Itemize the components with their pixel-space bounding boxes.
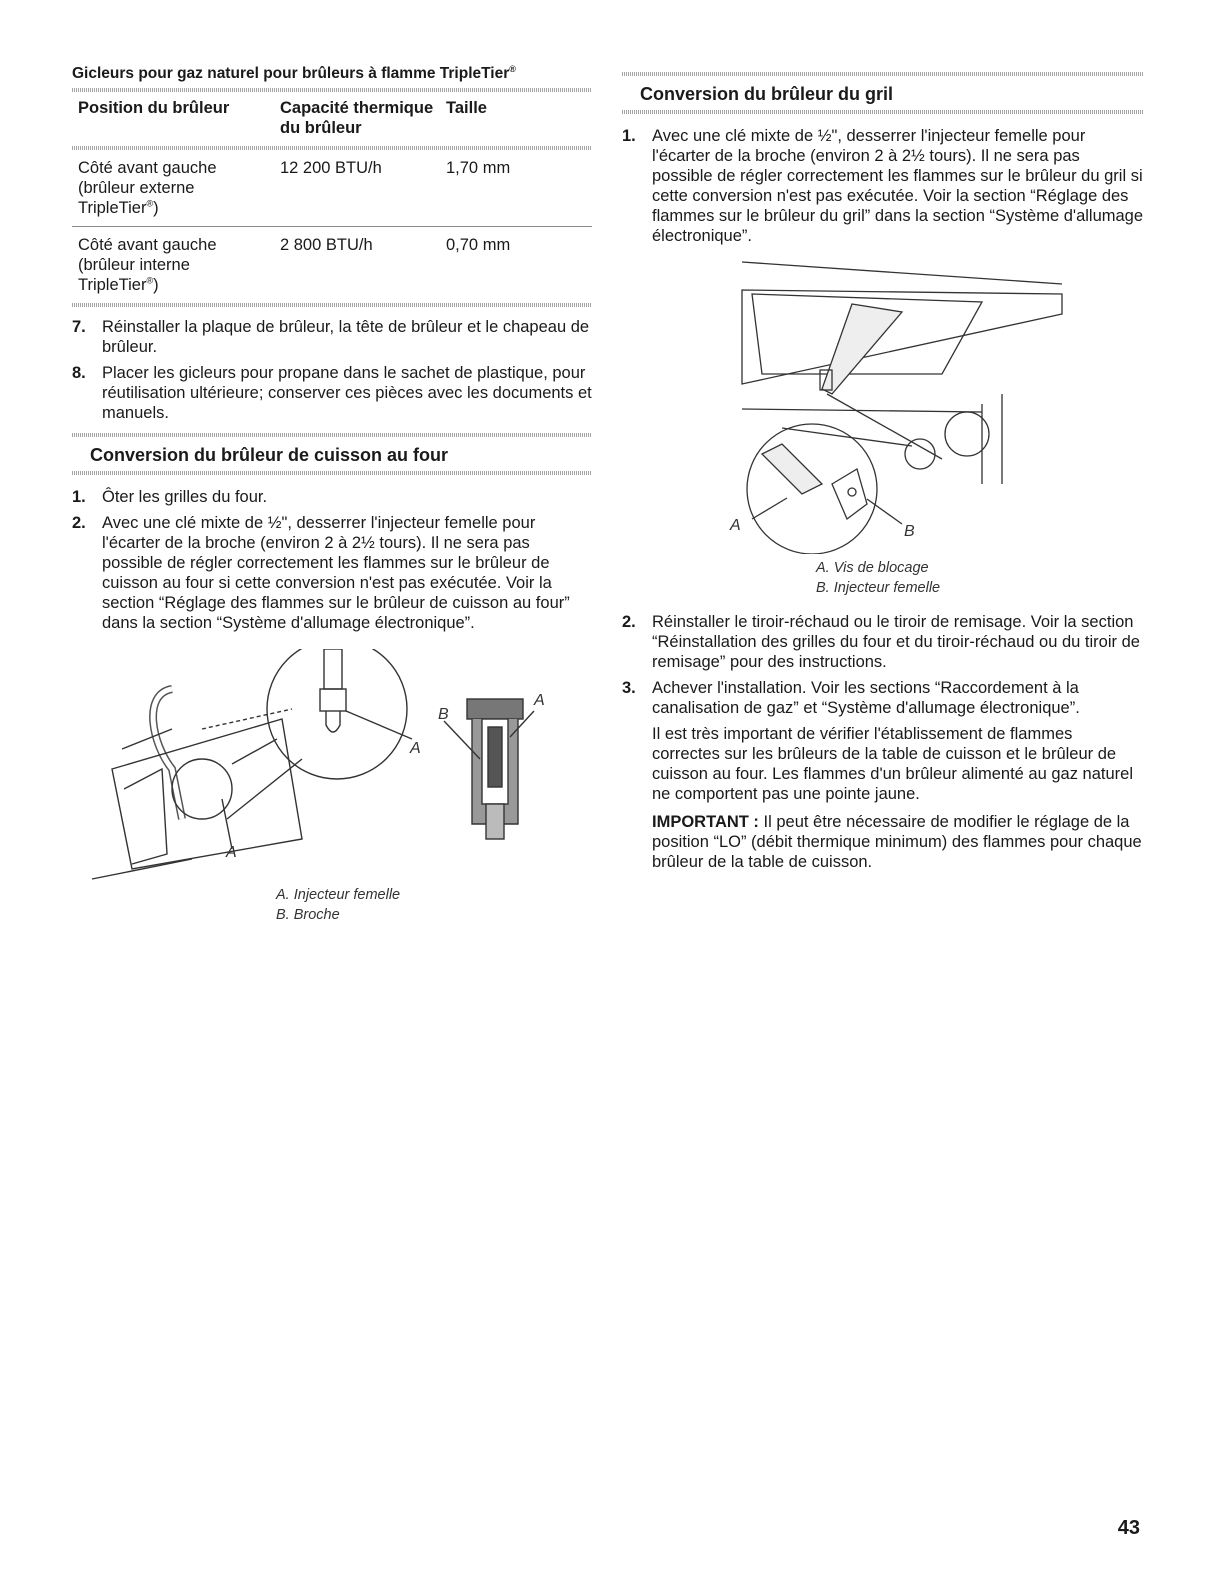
list-item: 8. Placer les gicleurs pour propane dans le sachet de plastique, pour réutilisation ultérieure; conserver ces pièces avec les documents et manuels. [72, 364, 592, 422]
important-note: IMPORTANT : Il peut être nécessaire de modifier le réglage de la position “LO” (débit thermique minimum) des flammes pour chaque brûleur de la table de cuisson. [652, 813, 1142, 871]
steps-list [72, 487, 592, 633]
list-item: 1. Ôter les grilles du four. [72, 488, 268, 506]
divider [72, 88, 592, 92]
note-paragraph: Il est très important de vérifier l'établissement de flammes correctes sur les brûleurs de la table de cuisson et le brûleur de cuisson au four. Les flammes d'un brûleur alimenté au gaz naturel ne comportent pas une pointe jaune. [652, 725, 1134, 803]
divider [72, 471, 592, 475]
figure-caption: A. Injecteur femelle B. Broche [276, 887, 401, 923]
nozzle-table [72, 92, 592, 307]
header-capacite: Capacité thermique du brûleur [280, 99, 434, 137]
figure-label-b: B [438, 706, 449, 723]
figure-label-a: A [226, 844, 237, 861]
cell-capacite: 2 800 BTU/h [280, 236, 373, 254]
figure-caption: A. Vis de blocage B. Injecteur femelle [816, 560, 941, 596]
section-title: Conversion du brûleur de cuisson au four [90, 445, 449, 465]
list-item: 2. Avec une clé mixte de ½", desserrer l'injecteur femelle pour l'écarter de la broche (environ 2 à 2½ tours). Il ne sera pas possible de régler correctement les flammes sur le brûleur de cuisson au four si cette conversion n'est pas exécutée. Voir la section “Réglage des flammes sur le brûleur de cuisson au four” dans la section “Système d'allumage électronique”. [72, 514, 570, 632]
divider [72, 303, 592, 307]
divider [622, 72, 1144, 76]
figure-label-a: A [410, 740, 421, 757]
table-header-row [72, 92, 592, 146]
divider [622, 110, 1144, 114]
divider [72, 433, 592, 437]
divider [72, 146, 592, 150]
section-title: Conversion du brûleur du gril [640, 84, 894, 104]
oven-burner-illustration [72, 649, 592, 889]
list-item: 2. Réinstaller le tiroir-réchaud ou le tiroir de remisage. Voir la section “Réinstallation des grilles du four et du tiroir-réchaud ou du tiroir de remisage” pour des instructions. [622, 613, 1140, 671]
broil-burner-figure [622, 254, 1144, 554]
oven-burner-figure [72, 649, 592, 889]
steps-list [622, 612, 1144, 718]
cell-taille: 0,70 mm [446, 236, 511, 254]
broil-burner-illustration [622, 254, 1144, 554]
steps-list [622, 126, 1144, 246]
steps-list [72, 317, 592, 423]
cell-position: Côté avant gauche (brûleur interne TripleTier®) [78, 236, 217, 294]
table-row [72, 150, 592, 226]
right-column [622, 72, 1144, 880]
figure-label-a: A [534, 692, 545, 709]
table-title: Gicleurs pour gaz naturel pour brûleurs à flamme TripleTier® [72, 63, 516, 82]
cell-position: Côté avant gauche (brûleur externe TripleTier®) [78, 159, 217, 217]
figure-label-b: B [904, 523, 915, 540]
header-position: Position du brûleur [78, 99, 230, 117]
list-item: 7. Réinstaller la plaque de brûleur, la tête de brûleur et le chapeau de brûleur. [72, 318, 590, 356]
cell-capacite: 12 200 BTU/h [280, 159, 382, 177]
figure-label-a: A [730, 517, 741, 534]
left-column [72, 64, 592, 925]
header-taille: Taille [446, 99, 487, 117]
cell-taille: 1,70 mm [446, 159, 511, 177]
page-number: 43 [1117, 1517, 1140, 1539]
table-row [72, 227, 592, 303]
list-item: 1. Avec une clé mixte de ½", desserrer l'injecteur femelle pour l'écarter de la broche (environ 2 à 2½ tours). Il ne sera pas possible de régler correctement les flammes sur le brûleur du gril si cette conversion n'est pas exécutée. Voir la section “Réglage des flammes sur le brûleur du gril” dans la section “Système d'allumage électronique”. [622, 127, 1144, 245]
list-item: 3. Achever l'installation. Voir les sections “Raccordement à la canalisation de gaz” et “Système d'allumage électronique”. [622, 679, 1080, 717]
